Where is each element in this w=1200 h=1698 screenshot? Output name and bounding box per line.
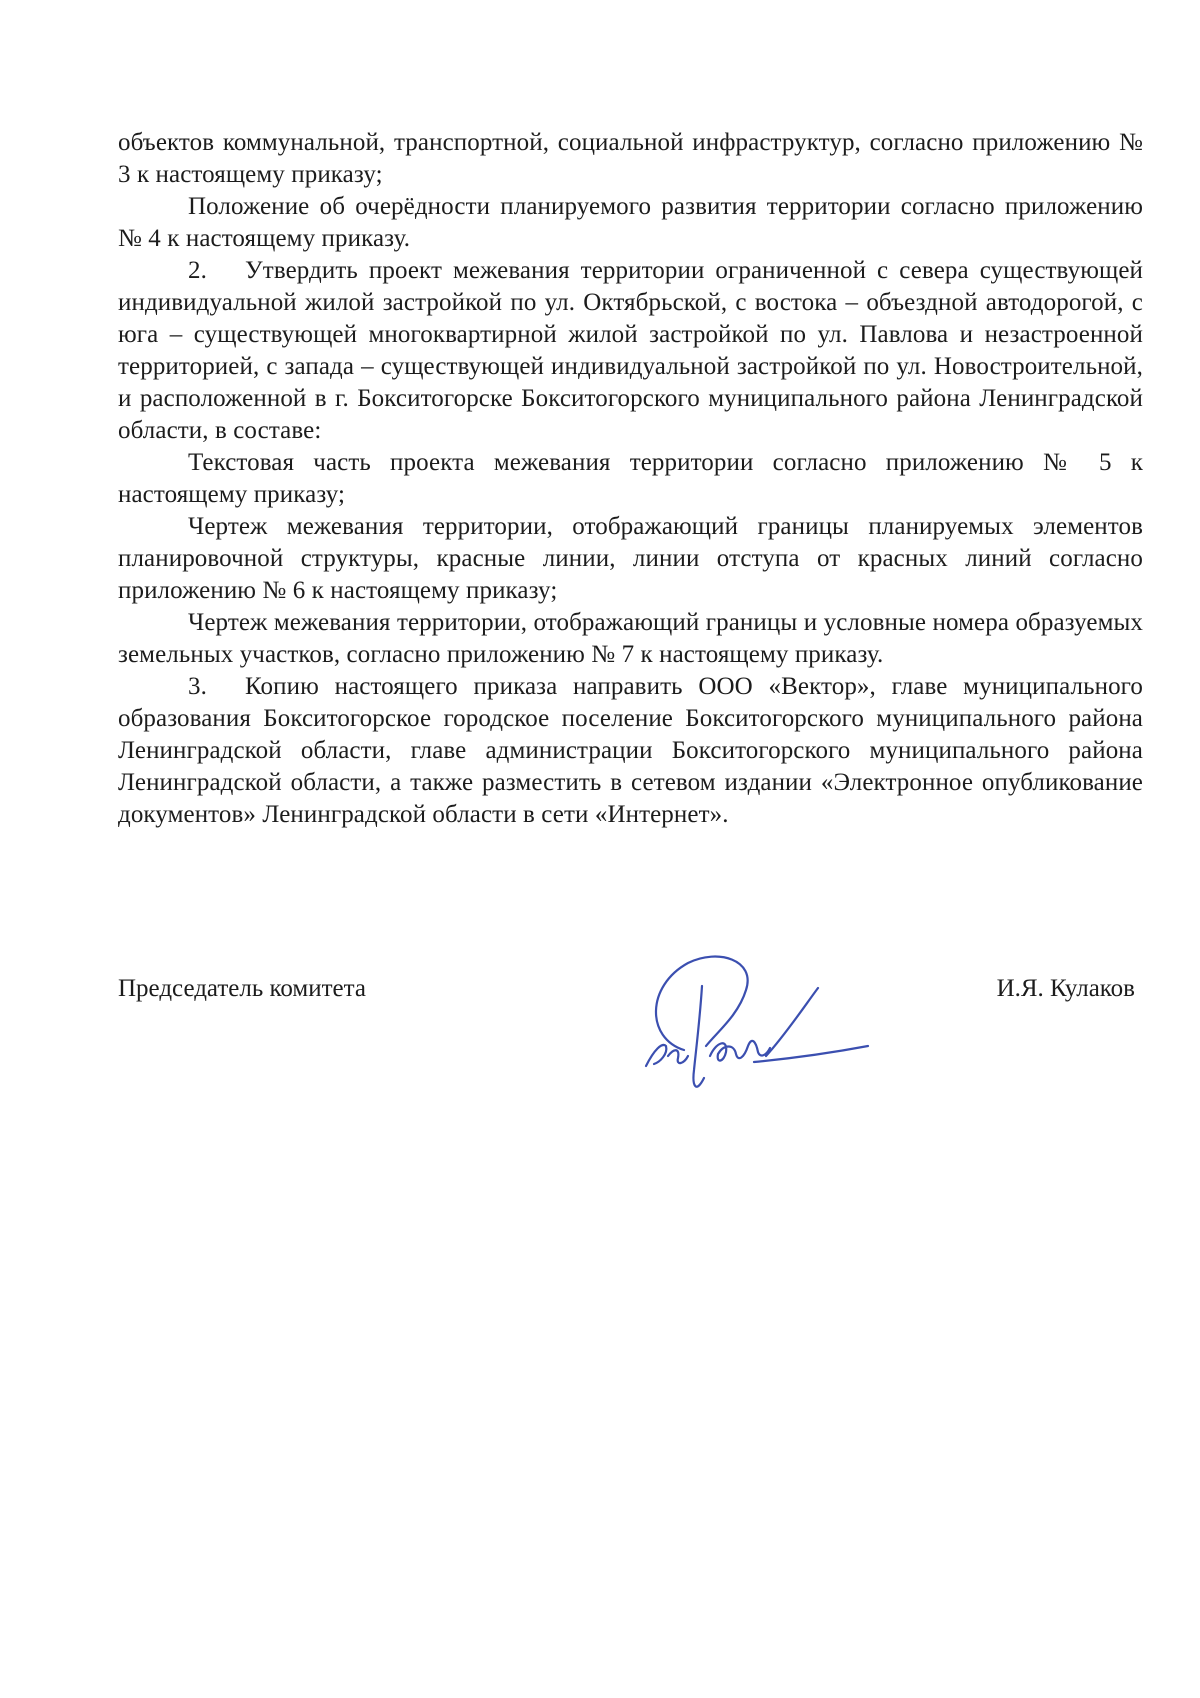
paragraph-continuation	[118, 127, 1143, 191]
item-number: 2.	[188, 257, 207, 284]
paragraph-text: объектов коммунальной, транспортной, социальной инфраструктур, согласно приложению № 3 к настоящему приказу;	[118, 129, 1143, 188]
paragraph-drawing-red-lines	[118, 511, 1143, 607]
document-body	[118, 127, 1143, 831]
paragraph-priority-regulation	[118, 191, 1143, 255]
signature-stroke	[710, 1041, 770, 1061]
signatory-name: И.Я. Кулаков	[996, 975, 1135, 1002]
paragraph-text: Чертеж межевания территории, отображающий границы и условные номера образуемых земельных участков, согласно приложению № 7 к настоящему приказу.	[118, 609, 1143, 668]
signature-stroke	[693, 986, 704, 1087]
paragraph-drawing-land-plots	[118, 607, 1143, 671]
paragraph-item-2	[118, 255, 1143, 447]
paragraph-text: Положение об очерёдности планируемого развития территории согласно приложению № 4 к настоящему приказу.	[118, 193, 1143, 252]
signatory-position: Председатель комитета	[118, 975, 366, 1002]
paragraph-text-part	[118, 447, 1143, 511]
signature-block	[118, 960, 1143, 1120]
paragraph-text: Чертеж межевания территории, отображающий границы планируемых элементов планировочной структуры, красные линии, линии отступа от красных линий согласно приложению № 6 к настоящему приказу;	[118, 513, 1143, 604]
signature-stroke	[754, 1046, 868, 1062]
signature-stroke	[766, 988, 818, 1056]
paragraph-text: Утвердить проект межевания территории ограниченной с севера существующей индивидуальной жилой застройкой по ул. Октябрьской, с востока – объездной автодорогой, с юга – существующей многоквартирной жилой застройкой по ул. Павлова и незастроенной территорией, с запада – существующей индивидуальной застройкой по ул. Новостроительной, и расположенной в г. Бокситогорске Бокситогорского муниципального района Ленинградской области, в составе:	[118, 257, 1143, 444]
item-number: 3.	[188, 673, 207, 700]
paragraph-text: Копию настоящего приказа направить ООО «Вектор», главе муниципального образования Бокситогорское городское поселение Бокситогорского муниципального района Ленинградской области, главе администрации Бокситогорского муниципального района Ленинградской области, а также разместить в сетевом издании «Электронное опубликование документов» Ленинградской области в сети «Интернет».	[118, 673, 1143, 828]
paragraph-item-3	[118, 671, 1143, 831]
handwritten-signature	[606, 938, 886, 1098]
paragraph-text: Текстовая часть проекта межевания территории согласно приложению № 5 к настоящему приказу;	[118, 449, 1143, 508]
